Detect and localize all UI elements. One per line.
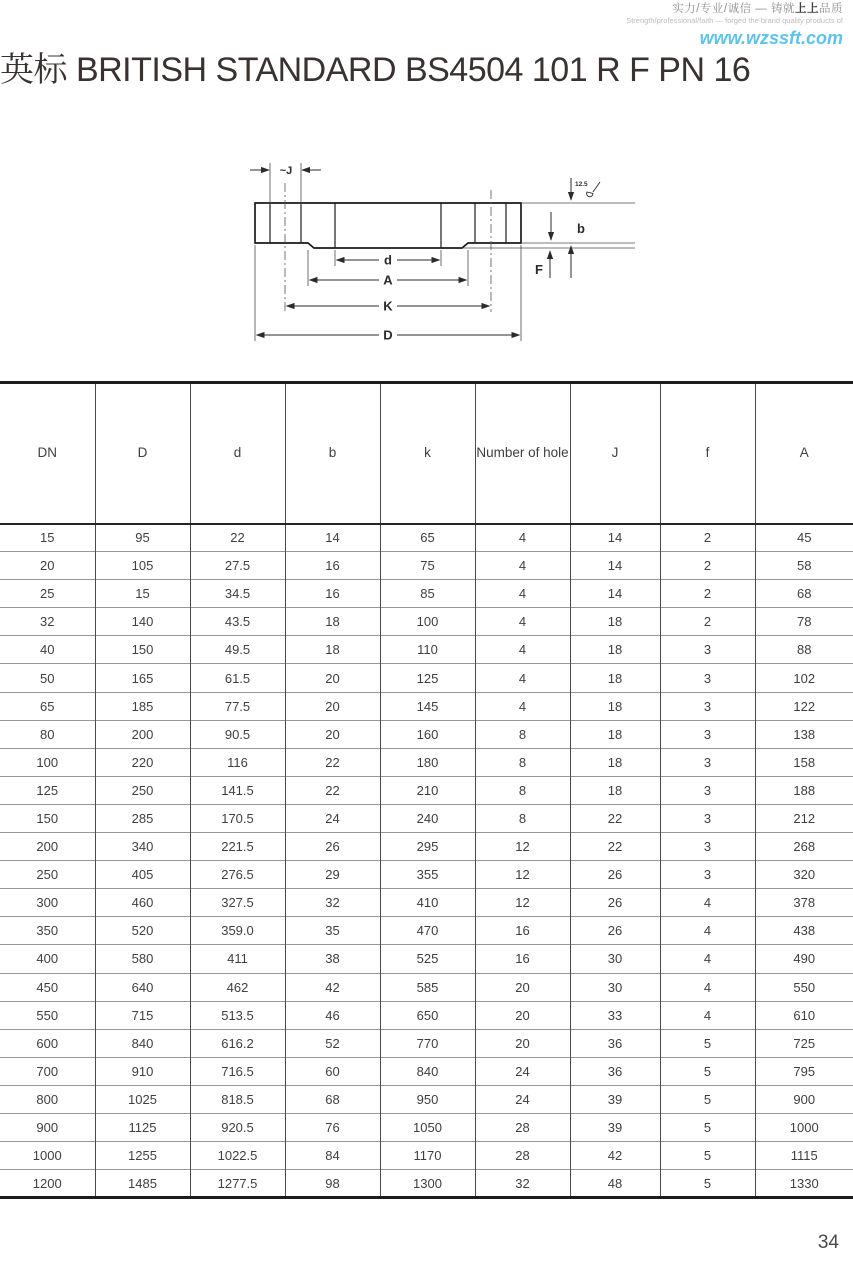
table-row	[0, 889, 853, 917]
table-cell: 36	[570, 1057, 660, 1085]
table-cell: 42	[570, 1142, 660, 1170]
table-cell: 3	[660, 692, 755, 720]
table-cell: 220	[95, 748, 190, 776]
table-cell: 355	[380, 861, 475, 889]
table-cell: 110	[380, 636, 475, 664]
table-cell: 715	[95, 1001, 190, 1029]
table-cell: 3	[660, 804, 755, 832]
table-cell: 28	[475, 1113, 570, 1141]
table-cell: 300	[0, 889, 95, 917]
table-cell: 170.5	[190, 804, 285, 832]
table-cell: 50	[0, 664, 95, 692]
table-row	[0, 1057, 853, 1085]
page-number: 34	[817, 1232, 839, 1253]
table-cell: 26	[570, 889, 660, 917]
table-cell: 900	[755, 1085, 853, 1113]
table-cell: 378	[755, 889, 853, 917]
table-cell: 15	[40, 530, 55, 546]
table-cell: 46	[285, 1001, 380, 1029]
table-cell: 585	[380, 973, 475, 1001]
col-header-b: b	[285, 383, 380, 524]
table-cell: 100	[380, 608, 475, 636]
table-cell: 48	[570, 1170, 660, 1198]
tagline-zh-bold: 上上	[795, 3, 819, 15]
extension-lines	[255, 163, 635, 341]
col-header-d-bore: d	[190, 383, 285, 524]
table-cell: 25	[0, 580, 95, 608]
table-cell: 78	[755, 608, 853, 636]
table-row	[0, 580, 853, 608]
table-cell: 4	[475, 692, 570, 720]
table-cell: 840	[95, 1029, 190, 1057]
table-cell: 490	[755, 945, 853, 973]
table-cell: 1170	[380, 1142, 475, 1170]
table-cell: 22	[570, 804, 660, 832]
table-cell: 16	[285, 580, 380, 608]
table-row	[0, 636, 853, 664]
table-cell: 5	[660, 1142, 755, 1170]
table-cell: 65	[380, 524, 475, 552]
table-cell: 18	[570, 720, 660, 748]
dim-label-b: b	[577, 221, 585, 236]
table-cell: 49.5	[190, 636, 285, 664]
table-cell: 411	[190, 945, 285, 973]
table-cell: 20	[285, 664, 380, 692]
table-cell: 580	[95, 945, 190, 973]
table-cell: 550	[0, 1001, 95, 1029]
table-cell: 1485	[95, 1170, 190, 1198]
roughness-callout	[571, 178, 600, 200]
table-cell: 160	[380, 720, 475, 748]
table-cell: 640	[95, 973, 190, 1001]
table-cell: 340	[95, 833, 190, 861]
table-cell: 4	[475, 636, 570, 664]
table-body	[0, 524, 853, 1198]
table-cell: 30	[570, 945, 660, 973]
table-cell: 460	[95, 889, 190, 917]
table-cell: 61.5	[190, 664, 285, 692]
table-cell: 650	[380, 1001, 475, 1029]
table-cell: 30	[570, 973, 660, 1001]
roughness-value: 12.5	[575, 181, 588, 188]
table-cell: 1330	[755, 1170, 853, 1198]
table-cell: 188	[755, 776, 853, 804]
machining-symbol-icon	[587, 192, 593, 197]
table-cell: 350	[0, 917, 95, 945]
table-row	[0, 748, 853, 776]
table-cell: 125	[380, 664, 475, 692]
table-cell: 12	[475, 833, 570, 861]
table-row	[0, 1113, 853, 1141]
table-cell: 15	[95, 580, 190, 608]
table-cell: 1000	[755, 1113, 853, 1141]
table-cell: 77.5	[190, 692, 285, 720]
table-cell: 88	[755, 636, 853, 664]
table-cell: 141.5	[190, 776, 285, 804]
table-cell: 1050	[380, 1113, 475, 1141]
table-cell: 18	[570, 636, 660, 664]
table-cell: 1022.5	[190, 1142, 285, 1170]
table-cell: 39	[570, 1113, 660, 1141]
table-cell: 2	[660, 552, 755, 580]
table-cell: 18	[570, 608, 660, 636]
table-cell: 20	[285, 720, 380, 748]
table-cell: 240	[380, 804, 475, 832]
table-cell: 525	[380, 945, 475, 973]
table-cell: 20	[285, 692, 380, 720]
table-cell: 58	[755, 552, 853, 580]
table-row	[0, 917, 853, 945]
table-cell: 5	[660, 1057, 755, 1085]
dim-label-d: d	[384, 252, 392, 268]
table-cell: 359.0	[190, 917, 285, 945]
table-cell: 90.5	[190, 720, 285, 748]
col-header-f: f	[660, 383, 755, 524]
brand-tagline-zh	[626, 2, 843, 16]
table-cell: 180	[380, 748, 475, 776]
table-cell: 24	[475, 1057, 570, 1085]
table-cell: 250	[95, 776, 190, 804]
flange-dimension-table	[0, 381, 853, 1199]
table-cell: 18	[285, 608, 380, 636]
table-cell: 268	[755, 833, 853, 861]
table-cell: 795	[755, 1057, 853, 1085]
table-cell: 8	[475, 804, 570, 832]
table-cell: 5	[660, 1085, 755, 1113]
table-cell: 122	[755, 692, 853, 720]
table-cell: 327.5	[190, 889, 285, 917]
table-row	[0, 833, 853, 861]
table-header	[0, 383, 853, 524]
table-cell: 4	[475, 552, 570, 580]
table-cell: 800	[0, 1085, 95, 1113]
table-row	[0, 552, 853, 580]
table-cell: 3	[660, 720, 755, 748]
table-cell: 700	[0, 1057, 95, 1085]
table-cell: 610	[755, 1001, 853, 1029]
flange-interior-lines	[270, 203, 506, 248]
table-header-row	[0, 383, 853, 524]
table-cell: 40	[0, 636, 95, 664]
table-cell: 200	[0, 833, 95, 861]
table-row	[0, 524, 853, 552]
table-cell: 20	[475, 1029, 570, 1057]
table-cell: 80	[0, 720, 95, 748]
col-header-d-outer: D	[95, 383, 190, 524]
table-cell: 840	[380, 1057, 475, 1085]
table-cell: 212	[755, 804, 853, 832]
table-cell: 22	[285, 748, 380, 776]
table-cell: 28	[475, 1142, 570, 1170]
table-row	[0, 1001, 853, 1029]
table-row	[0, 608, 853, 636]
table-cell: 400	[0, 945, 95, 973]
table-cell: 68	[285, 1085, 380, 1113]
table-cell: 45	[755, 524, 853, 552]
table-cell: 513.5	[190, 1001, 285, 1029]
table-cell: 221.5	[190, 833, 285, 861]
table-cell: 14	[570, 580, 660, 608]
table-row	[0, 973, 853, 1001]
table-cell: 4	[660, 1001, 755, 1029]
table-cell: 770	[380, 1029, 475, 1057]
table-row	[0, 1142, 853, 1170]
table-cell: 85	[380, 580, 475, 608]
table-cell: 140	[95, 608, 190, 636]
table-cell: 20	[475, 973, 570, 1001]
table-cell: 18	[570, 748, 660, 776]
table-cell: 3	[660, 833, 755, 861]
table-cell: 26	[285, 833, 380, 861]
table-cell: 550	[755, 973, 853, 1001]
table-cell: 16	[475, 917, 570, 945]
table-cell: 150	[95, 636, 190, 664]
table-cell: 145	[380, 692, 475, 720]
table-cell: 42	[285, 973, 380, 1001]
table-cell: 405	[95, 861, 190, 889]
table-cell: 22	[285, 776, 380, 804]
table-row	[0, 692, 853, 720]
table-cell: 27.5	[190, 552, 285, 580]
table-cell: 4	[475, 608, 570, 636]
table-cell: 3	[660, 748, 755, 776]
dim-label-k: K	[383, 298, 393, 314]
table-cell: 295	[380, 833, 475, 861]
table-cell: 2	[660, 608, 755, 636]
dim-label-a: A	[383, 272, 393, 288]
table-cell: 5	[660, 1029, 755, 1057]
table-cell: 105	[95, 552, 190, 580]
table-cell: 8	[475, 776, 570, 804]
table-row	[0, 1085, 853, 1113]
table-cell: 18	[570, 664, 660, 692]
table-cell: 3	[660, 861, 755, 889]
table-cell: 76	[285, 1113, 380, 1141]
table-row	[0, 945, 853, 973]
col-header-j: J	[570, 383, 660, 524]
dim-label-f: F	[535, 262, 543, 277]
table-cell: 36	[570, 1029, 660, 1057]
table-cell: 4	[475, 524, 570, 552]
table-cell: 320	[755, 861, 853, 889]
table-cell: 616.2	[190, 1029, 285, 1057]
table-cell: 725	[755, 1029, 853, 1057]
table-row	[0, 664, 853, 692]
table-cell: 84	[285, 1142, 380, 1170]
table-cell: 29	[285, 861, 380, 889]
col-header-a: A	[755, 383, 853, 524]
table-cell: 12	[475, 889, 570, 917]
table-cell: 520	[95, 917, 190, 945]
table-cell: 410	[380, 889, 475, 917]
table-cell: 185	[95, 692, 190, 720]
table-cell: 24	[285, 804, 380, 832]
table-cell: 210	[380, 776, 475, 804]
table-row	[0, 776, 853, 804]
page-title: 英标 BRITISH STANDARD BS4504 101 R F PN 16	[0, 51, 751, 89]
table-cell: 600	[0, 1029, 95, 1057]
table-cell: 12	[475, 861, 570, 889]
table-cell: 438	[755, 917, 853, 945]
table-cell: 24	[475, 1085, 570, 1113]
table-cell: 39	[570, 1085, 660, 1113]
table-cell: 470	[380, 917, 475, 945]
table-cell: 18	[570, 692, 660, 720]
table-cell: 95	[95, 524, 190, 552]
table-cell: 22	[190, 524, 285, 552]
table-cell: 5	[660, 1170, 755, 1198]
table-cell: 3	[660, 776, 755, 804]
table-cell: 4	[660, 945, 755, 973]
table-cell: 1300	[380, 1170, 475, 1198]
table-cell: 14	[570, 524, 660, 552]
table-row	[0, 804, 853, 832]
table-cell: 18	[285, 636, 380, 664]
flange-section-drawing	[228, 148, 648, 366]
table-row	[0, 861, 853, 889]
table-cell: 1125	[95, 1113, 190, 1141]
table-cell: 18	[570, 776, 660, 804]
flange-outline	[255, 203, 521, 248]
table-cell: 35	[285, 917, 380, 945]
table-cell: 60	[285, 1057, 380, 1085]
table-row	[0, 720, 853, 748]
brand-tagline-en: Strength/professional/faith — forged the brand quality products of	[626, 16, 843, 26]
table-cell: 138	[755, 720, 853, 748]
col-header-dn: DN	[0, 383, 95, 524]
table-cell: 100	[0, 748, 95, 776]
table-cell: 26	[570, 917, 660, 945]
table-cell: 4	[660, 889, 755, 917]
table-cell: 200	[95, 720, 190, 748]
table-cell: 910	[95, 1057, 190, 1085]
col-header-k: k	[380, 383, 475, 524]
tagline-zh-suffix: 品质	[819, 3, 843, 15]
table-cell: 900	[0, 1113, 95, 1141]
table-cell: 5	[660, 1113, 755, 1141]
table-cell: 250	[0, 861, 95, 889]
table-cell: 20	[475, 1001, 570, 1029]
table-cell: 8	[475, 748, 570, 776]
table-cell: 818.5	[190, 1085, 285, 1113]
table-cell: 33	[570, 1001, 660, 1029]
table-cell: 75	[380, 552, 475, 580]
table-cell: 38	[285, 945, 380, 973]
table-cell: 4	[475, 664, 570, 692]
table-cell: 716.5	[190, 1057, 285, 1085]
table-cell: 2	[660, 580, 755, 608]
table-cell: 43.5	[190, 608, 285, 636]
table-cell: 158	[755, 748, 853, 776]
dim-label-j: ~J	[279, 165, 293, 177]
table-cell: 14	[570, 552, 660, 580]
table-cell: 276.5	[190, 861, 285, 889]
dim-f-arrows	[550, 246, 571, 278]
table-cell: 450	[0, 973, 95, 1001]
table-cell: 20	[0, 552, 95, 580]
table-cell: 1277.5	[190, 1170, 285, 1198]
table-cell: 34.5	[190, 580, 285, 608]
table-row	[0, 1170, 853, 1198]
website-link[interactable]: www.wzssft.com	[699, 27, 843, 48]
table-cell: 1000	[0, 1142, 95, 1170]
dim-label-big-d: D	[383, 327, 393, 343]
table-cell: 32	[285, 889, 380, 917]
col-header-number-of-hole: Number of hole	[475, 383, 570, 524]
table-cell: 32	[0, 608, 95, 636]
table-cell: 52	[285, 1029, 380, 1057]
table-cell: 4	[660, 973, 755, 1001]
table-cell: 8	[475, 720, 570, 748]
table-cell: 950	[380, 1085, 475, 1113]
table-cell: 285	[95, 804, 190, 832]
table-cell: 1200	[0, 1170, 95, 1198]
table-cell: 32	[475, 1170, 570, 1198]
table-cell: 1255	[95, 1142, 190, 1170]
table-row	[0, 1029, 853, 1057]
table-cell: 65	[0, 692, 95, 720]
table-cell: 26	[570, 861, 660, 889]
table-cell: 4	[475, 580, 570, 608]
table-cell: 2	[660, 524, 755, 552]
table-cell: 98	[285, 1170, 380, 1198]
table-cell: 165	[95, 664, 190, 692]
table-cell: 1115	[755, 1142, 853, 1170]
table-cell: 16	[285, 552, 380, 580]
table-cell: 3	[660, 636, 755, 664]
table-cell: 4	[660, 917, 755, 945]
tagline-zh-prefix: 实力/专业/诚信 — 铸就	[672, 3, 795, 15]
table-cell: 920.5	[190, 1113, 285, 1141]
table-cell: 150	[0, 804, 95, 832]
table-cell: 68	[755, 580, 853, 608]
table-cell: 102	[755, 664, 853, 692]
table-cell: 116	[190, 748, 285, 776]
table-cell: 14	[285, 524, 380, 552]
table-cell: 22	[570, 833, 660, 861]
table-cell: 16	[475, 945, 570, 973]
table-cell: 125	[0, 776, 95, 804]
table-cell: 3	[660, 664, 755, 692]
table-cell: 462	[190, 973, 285, 1001]
table-cell: 1025	[95, 1085, 190, 1113]
